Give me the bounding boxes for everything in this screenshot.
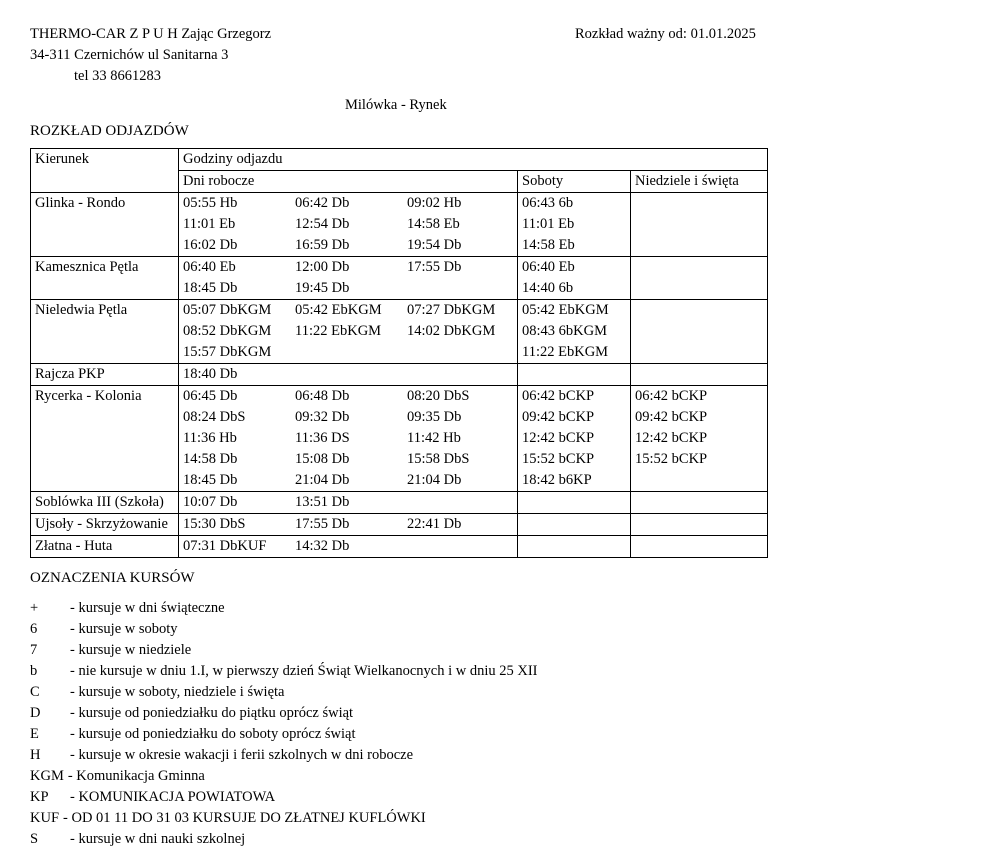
departure-time: 06:42 bCKP	[522, 388, 595, 404]
weekday-times	[179, 492, 518, 514]
col-weekdays: Dni robocze	[179, 171, 518, 193]
weekday-times	[179, 300, 518, 364]
weekday-times	[179, 193, 518, 257]
departure-time: 06:40 Eb	[183, 259, 236, 275]
legend-item	[30, 598, 537, 619]
departure-time: 14:58 Db	[183, 451, 238, 467]
departure-time: 18:42 b6KP	[522, 472, 592, 488]
departure-time: 21:04 Db	[295, 472, 350, 488]
departure-time: 15:57 DbKGM	[183, 344, 272, 360]
saturday-times	[518, 364, 631, 386]
departure-time: 12:00 Db	[295, 259, 350, 275]
departure-time: 06:42 bCKP	[635, 388, 708, 404]
departure-time: 09:42 bCKP	[635, 409, 708, 425]
departure-time: 15:58 DbS	[407, 451, 470, 467]
direction-cell: Ujsoły - Skrzyżowanie	[31, 514, 179, 536]
legend-code: H	[30, 747, 41, 763]
departure-time: 14:58 Eb	[522, 237, 575, 253]
table-row	[31, 364, 768, 386]
sunday-times	[631, 364, 768, 386]
direction-cell: Rycerka - Kolonia	[31, 386, 179, 492]
departure-time: 07:27 DbKGM	[407, 302, 496, 318]
departure-time: 11:01 Eb	[522, 216, 575, 232]
departure-time: 14:32 Db	[295, 538, 350, 554]
departure-time: 15:30 DbS	[183, 516, 246, 532]
departure-time: 11:22 EbKGM	[295, 323, 382, 339]
company-address: 34-311 Czernichów ul Sanitarna 3	[30, 47, 229, 63]
weekday-times	[179, 514, 518, 536]
departure-time: 13:51 Db	[295, 494, 350, 510]
legend-code: C	[30, 684, 40, 700]
sunday-times	[631, 514, 768, 536]
departure-time: 11:22 EbKGM	[522, 344, 609, 360]
direction-cell: Glinka - Rondo	[31, 193, 179, 257]
col-sundays: Niedziele i święta	[631, 171, 768, 193]
sunday-times	[631, 536, 768, 558]
departure-time: 05:42 EbKGM	[295, 302, 382, 318]
legend-item	[30, 808, 537, 829]
legend-list	[30, 598, 537, 850]
departure-time: 12:42 bCKP	[522, 430, 595, 446]
departure-time: 16:59 Db	[295, 237, 350, 253]
direction-cell: Złatna - Huta	[31, 536, 179, 558]
departure-time: 22:41 Db	[407, 516, 462, 532]
departure-time: 09:35 Db	[407, 409, 462, 425]
departure-time: 09:02 Hb	[407, 195, 462, 211]
company-name: THERMO-CAR Z P U H Zając Grzegorz	[30, 26, 272, 42]
departure-time: 14:58 Eb	[407, 216, 460, 232]
direction-cell: Kamesznica Pętla	[31, 257, 179, 300]
saturday-times	[518, 514, 631, 536]
departure-time: 10:07 Db	[183, 494, 238, 510]
departure-time: 15:08 Db	[295, 451, 350, 467]
legend-description: - kursuje w dni świąteczne	[70, 600, 225, 616]
legend-item	[30, 829, 537, 850]
departure-time: 19:45 Db	[295, 280, 350, 296]
table-row	[31, 386, 768, 492]
legend-description: - kursuje w soboty, niedziele i święta	[70, 684, 285, 700]
legend-description: - KOMUNIKACJA POWIATOWA	[70, 789, 276, 805]
saturday-times	[518, 536, 631, 558]
departure-time: 14:02 DbKGM	[407, 323, 496, 339]
departure-time: 11:42 Hb	[407, 430, 461, 446]
direction-cell: Rajcza PKP	[31, 364, 179, 386]
timetable-title: ROZKŁAD ODJAZDÓW	[30, 123, 189, 139]
legend-title: OZNACZENIA KURSÓW	[30, 570, 195, 586]
saturday-times	[518, 386, 631, 492]
timetable-body	[31, 193, 768, 558]
departure-time: 18:45 Db	[183, 280, 238, 296]
departure-time: 11:36 Hb	[183, 430, 237, 446]
col-direction: Kierunek	[31, 149, 179, 193]
sunday-times	[631, 300, 768, 364]
legend-description: - OD 01 11 DO 31 03 KURSUJE DO ZŁATNEJ KUFLÓWKI	[63, 810, 426, 826]
legend-item	[30, 682, 537, 703]
sunday-times	[631, 492, 768, 514]
departure-time: 05:55 Hb	[183, 195, 238, 211]
legend-code: KUF	[30, 810, 60, 826]
departure-time: 09:32 Db	[295, 409, 350, 425]
legend-code: 6	[30, 621, 38, 637]
legend-item	[30, 661, 537, 682]
departure-time: 05:07 DbKGM	[183, 302, 272, 318]
departure-time: 17:55 Db	[295, 516, 350, 532]
departure-time: 06:45 Db	[183, 388, 238, 404]
legend-description: - kursuje w dni nauki szkolnej	[70, 831, 246, 847]
legend-item	[30, 703, 537, 724]
legend-description: - Komunikacja Gminna	[67, 768, 205, 784]
departure-time: 06:40 Eb	[522, 259, 575, 275]
legend-code: b	[30, 663, 38, 679]
saturday-times	[518, 257, 631, 300]
departure-time: 18:45 Db	[183, 472, 238, 488]
legend-description: - nie kursuje w dniu 1.I, w pierwszy dzień Świąt Wielkanocnych i w dniu 25 XII	[70, 663, 538, 679]
legend-item	[30, 619, 537, 640]
departure-time: 09:42 bCKP	[522, 409, 595, 425]
table-row	[31, 193, 768, 257]
sunday-times	[631, 257, 768, 300]
legend-description: - kursuje w niedziele	[70, 642, 192, 658]
departure-time: 15:52 bCKP	[635, 451, 708, 467]
weekday-times	[179, 536, 518, 558]
departure-time: 08:43 6bKGM	[522, 323, 607, 339]
departure-time: 21:04 Db	[407, 472, 462, 488]
legend-code: KP	[30, 789, 49, 805]
valid-from: Rozkład ważny od: 01.01.2025	[575, 26, 756, 42]
departure-time: 08:20 DbS	[407, 388, 470, 404]
legend-code: KGM	[30, 768, 64, 784]
weekday-times	[179, 386, 518, 492]
direction-cell: Soblówka III (Szkoła)	[31, 492, 179, 514]
legend-description: - kursuje od poniedziałku do soboty oprócz świąt	[70, 726, 356, 742]
departure-time: 05:42 EbKGM	[522, 302, 609, 318]
legend-item	[30, 745, 537, 766]
legend-code: +	[30, 600, 39, 616]
departure-time: 15:52 bCKP	[522, 451, 595, 467]
departure-time: 17:55 Db	[407, 259, 462, 275]
departure-time: 11:01 Eb	[183, 216, 236, 232]
departure-time: 06:42 Db	[295, 195, 350, 211]
weekday-times	[179, 364, 518, 386]
saturday-times	[518, 300, 631, 364]
departure-time: 06:43 6b	[522, 195, 574, 211]
legend-code: 7	[30, 642, 38, 658]
legend-item	[30, 766, 537, 787]
direction-cell: Nieledwia Pętla	[31, 300, 179, 364]
table-row	[31, 514, 768, 536]
departure-time: 07:31 DbKUF	[183, 538, 267, 554]
departure-time: 19:54 Db	[407, 237, 462, 253]
departure-time: 18:40 Db	[183, 366, 238, 382]
departure-time: 16:02 Db	[183, 237, 238, 253]
table-row	[31, 257, 768, 300]
departure-time: 08:52 DbKGM	[183, 323, 272, 339]
legend-description: - kursuje w okresie wakacji i ferii szkolnych w dni robocze	[70, 747, 414, 763]
departure-time: 11:36 DS	[295, 430, 350, 446]
legend-item	[30, 787, 537, 808]
legend-item	[30, 724, 537, 745]
departure-time: 12:42 bCKP	[635, 430, 708, 446]
company-phone: tel 33 8661283	[74, 68, 161, 84]
col-saturdays: Soboty	[518, 171, 631, 193]
legend-code: D	[30, 705, 41, 721]
legend-description: - kursuje w soboty	[70, 621, 178, 637]
legend-code: S	[30, 831, 39, 847]
sunday-times	[631, 193, 768, 257]
weekday-times	[179, 257, 518, 300]
departure-time: 14:40 6b	[522, 280, 574, 296]
table-row	[31, 492, 768, 514]
col-departures: Godziny odjazdu	[179, 149, 768, 171]
departure-time: 08:24 DbS	[183, 409, 246, 425]
timetable	[30, 148, 768, 558]
departure-time: 12:54 Db	[295, 216, 350, 232]
legend-code: E	[30, 726, 39, 742]
saturday-times	[518, 492, 631, 514]
legend-description: - kursuje od poniedziałku do piątku oprócz świąt	[70, 705, 354, 721]
saturday-times	[518, 193, 631, 257]
table-row	[31, 300, 768, 364]
stop-name: Milówka - Rynek	[345, 97, 447, 113]
sunday-times	[631, 386, 768, 492]
legend-item	[30, 640, 537, 661]
table-row	[31, 536, 768, 558]
departure-time: 06:48 Db	[295, 388, 350, 404]
